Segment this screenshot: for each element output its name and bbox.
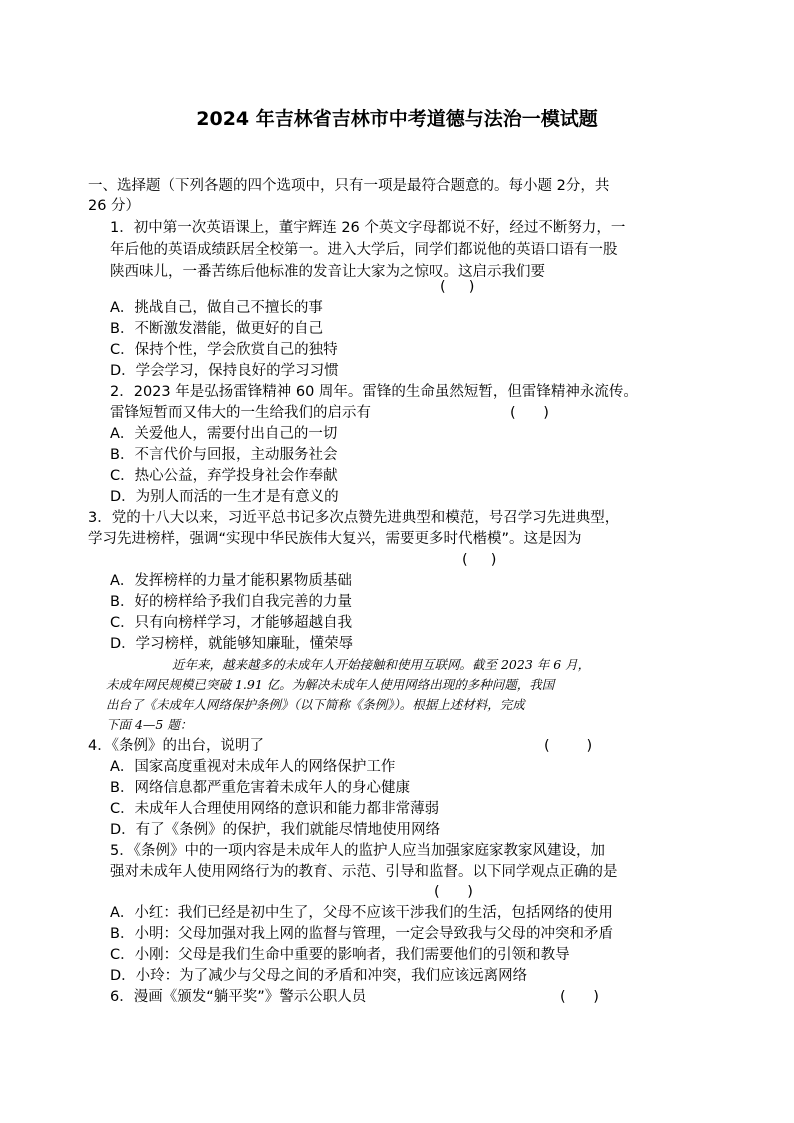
material-line-1: 近年来，越来越多的未成年人开始接触和使用互联网。截至 2023 年 6 月， [172, 657, 591, 672]
q2-option-a: A．关爱他人，需要付出自己的一切 [110, 426, 338, 442]
q3-option-b: B．好的榜样给予我们自我完善的力量 [110, 594, 352, 610]
page-title: 2024 年吉林省吉林市中考道德与法治一模试题 [196, 108, 598, 130]
q5-stem-line-2: 强对未成年人使用网络行为的教育、示范、引导和监督。以下同学观点正确的是 [110, 864, 618, 880]
q3-stem-line-1: 3．党的十八大以来，习近平总书记多次点赞先进典型和模范，号召学习先进典型， [88, 510, 620, 526]
q5-option-b: B．小明：父母加强对我上网的监督与管理，一定会导致我与父母的冲突和矛盾 [110, 926, 613, 942]
q5-option-a: A．小红：我们已经是初中生了，父母不应该干涉我们的生活，包括网络的使用 [110, 905, 613, 921]
q2-option-b: B．不言代价与回报，主动服务社会 [110, 447, 338, 463]
q4-option-b: B．网络信息都严重危害着未成年人的身心健康 [110, 780, 410, 796]
q5-option-c: C．小刚：父母是我们生命中重要的影响者，我们需要他们的引领和教导 [110, 947, 570, 963]
q2-stem-line-1: 2．2023 年是弘扬雷锋精神 60 周年。雷锋的生命虽然短暂，但雷锋精神永流传。 [110, 384, 638, 400]
q1-option-b: B．不断激发潜能，做更好的自己 [110, 321, 323, 337]
q6-stem-line-1: 6．漫画《颁发“躺平奖”》警示公职人员 [110, 989, 367, 1005]
q4-option-d: D．有了《条例》的保护，我们就能尽情地使用网络 [110, 822, 441, 838]
q2-answer-paren: ( ) [510, 405, 549, 421]
q4-stem-line-1: 4．《条例》的出台，说明了 [88, 738, 264, 754]
q3-option-c: C．只有向榜样学习，才能够超越自我 [110, 615, 353, 631]
section-heading-line-2: 26 分） [88, 198, 141, 214]
q2-option-d: D．为别人而活的一生才是有意义的 [110, 489, 339, 505]
q1-option-d: D．学会学习，保持良好的学习习惯 [110, 363, 339, 379]
q5-stem-line-1: 5．《条例》中的一项内容是未成年人的监护人应当加强家庭家教家风建设，加 [110, 843, 605, 859]
q4-answer-paren: ( ) [544, 738, 593, 754]
q2-option-c: C．热心公益，弃学投身社会作奉献 [110, 468, 338, 484]
q4-option-c: C．未成年人合理使用网络的意识和能力都非常薄弱 [110, 801, 440, 817]
q1-answer-paren: ( ) [440, 279, 475, 295]
material-line-2: 未成年网民规模已突破 1.91 亿。为解决未成年人使用网络出现的多种问题，我国 [106, 677, 555, 692]
q1-stem-line-3: 陕西味儿，一番苦练后他标准的发音让大家为之惊叹。这启示我们要 [110, 264, 545, 280]
q3-stem-line-2: 学习先进榜样，强调“实现中华民族伟大复兴，需要更多时代楷模”。这是因为 [88, 531, 582, 547]
q1-option-c: C．保持个性，学会欣赏自己的独特 [110, 342, 338, 358]
material-line-4: 下面 4—5 题： [106, 717, 193, 732]
section-heading-line-1: 一、选择题（下列各题的四个选项中，只有一项是最符合题意的。每小题 2分，共 [88, 178, 610, 194]
q5-option-d: D．小玲：为了减少与父母之间的矛盾和冲突，我们应该远离网络 [110, 968, 528, 984]
q3-answer-paren: ( ) [462, 552, 497, 568]
q4-option-a: A．国家高度重视对未成年人的网络保护工作 [110, 759, 396, 775]
q2-stem-line-2: 雷锋短暂而又伟大的一生给我们的启示有 [110, 405, 371, 421]
q1-stem-line-1: 1．初中第一次英语课上，董宇辉连 26 个英文字母都说不好，经过不断努力，一 [110, 220, 626, 236]
q5-answer-paren: ( ) [434, 884, 473, 900]
q1-option-a: A．挑战自己，做自己不擅长的事 [110, 300, 323, 316]
q3-option-d: D．学习榜样，就能够知廉耻，懂荣辱 [110, 636, 354, 652]
q3-option-a: A．发挥榜样的力量才能积累物质基础 [110, 573, 352, 589]
q1-stem-line-2: 年后他的英语成绩跃居全校第一。进入大学后，同学们都说他的英语口语有一股 [110, 242, 618, 258]
q6-answer-paren: ( ) [560, 989, 599, 1005]
material-line-3: 出台了《未成年人网络保护条例》（以下简称《条例》）。根据上述材料，完成 [106, 697, 525, 712]
